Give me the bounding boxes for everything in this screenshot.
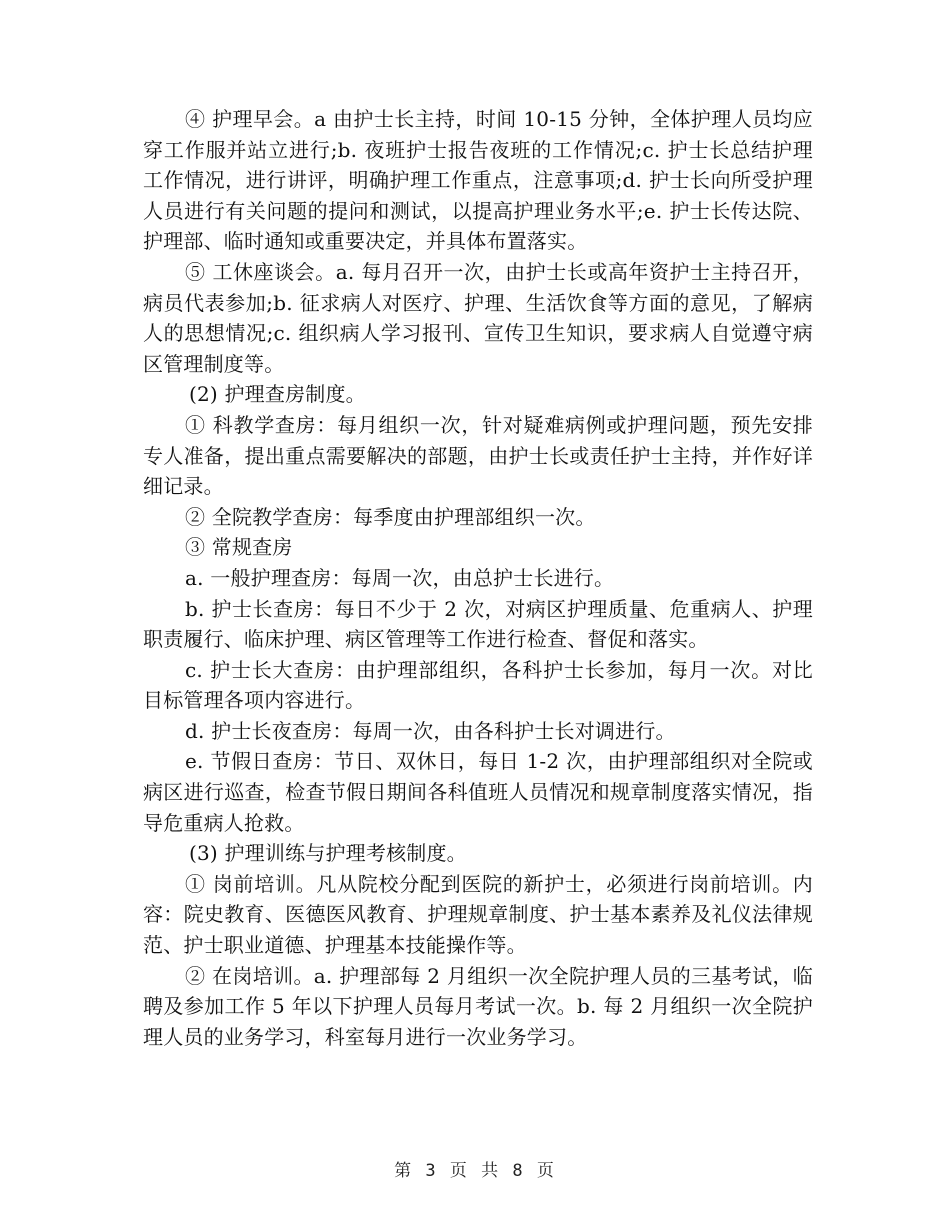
page-number: 第 3 页 共 8 页	[394, 1161, 556, 1181]
paragraph-dept-teaching-rounds: ① 科教学查房：每月组织一次，针对疑难病例或护理问题，预先安排专人准备，提出重点需要解决的部题，由护士长或责任护士主持，并作好详细记录。	[143, 412, 813, 499]
paragraph-grand-rounds: c. 护士长大查房：由护理部组织，各科护士长参加，每月一次。对比目标管理各项内容进行。	[143, 657, 813, 713]
section-heading-ward-rounds: (2) 护理查房制度。	[189, 382, 366, 407]
paragraph-patient-forum: ⑤ 工休座谈会。a. 每月召开一次，由护士长或高年资护士主持召开，病员代表参加;b. 征求病人对医疗、护理、生活饮食等方面的意见，了解病人的思想情况;c. 组织病人学习报刊、宣传卫生知识，要求病人自觉遵守病区管理制度等。	[143, 259, 813, 376]
paragraph-hospital-teaching-rounds: ② 全院教学查房：每季度由护理部组织一次。	[185, 504, 596, 529]
paragraph-head-nurse-rounds: b. 护士长查房：每日不少于 2 次，对病区护理质量、危重病人、护理职责履行、临床护理、病区管理等工作进行检查、督促和落实。	[143, 596, 813, 652]
paragraph-general-rounds: a. 一般护理查房：每周一次，由总护士长进行。	[185, 565, 615, 590]
section-heading-training: (3) 护理训练与护理考核制度。	[189, 841, 467, 866]
paragraph-routine-rounds: ③ 常规查房	[185, 535, 293, 560]
document-body	[143, 104, 813, 1052]
paragraph-on-job-training: ② 在岗培训。a. 护理部每 2 月组织一次全院护理人员的三基考试，临聘及参加工作 5 年以下护理人员每月考试一次。b. 每 2 月组织一次全院护理人员的业务学习，科室每月进行一次业务学习。	[143, 963, 813, 1049]
paragraph-morning-meeting: ④ 护理早会。a 由护士长主持，时间 10-15 分钟，全体护理人员均应穿工作服并站立进行;b. 夜班护士报告夜班的工作情况;c. 护士长总结护理工作情况，进行讲评，明确护理工作重点，注意事项;d. 护士长向所受护理人员进行有关问题的提问和测试，以提高护理业务水平;e. 护士长传达院、护理部、临时通知或重要决定，并具体布置落实。	[143, 107, 813, 254]
paragraph-night-rounds: d. 护士长夜查房：每周一次，由各科护士长对调进行。	[185, 718, 676, 743]
paragraph-holiday-rounds: e. 节假日查房：节日、双休日，每日 1-2 次，由护理部组织对全院或病区进行巡查，检查节假日期间各科值班人员情况和规章制度落实情况，指导危重病人抢救。	[143, 749, 813, 835]
paragraph-pre-job-training: ① 岗前培训。凡从院校分配到医院的新护士，必须进行岗前培训。内容：院史教育、医德医风教育、护理规章制度、护士基本素养及礼仪法律规范、护士职业道德、护理基本技能操作等。	[143, 871, 813, 958]
